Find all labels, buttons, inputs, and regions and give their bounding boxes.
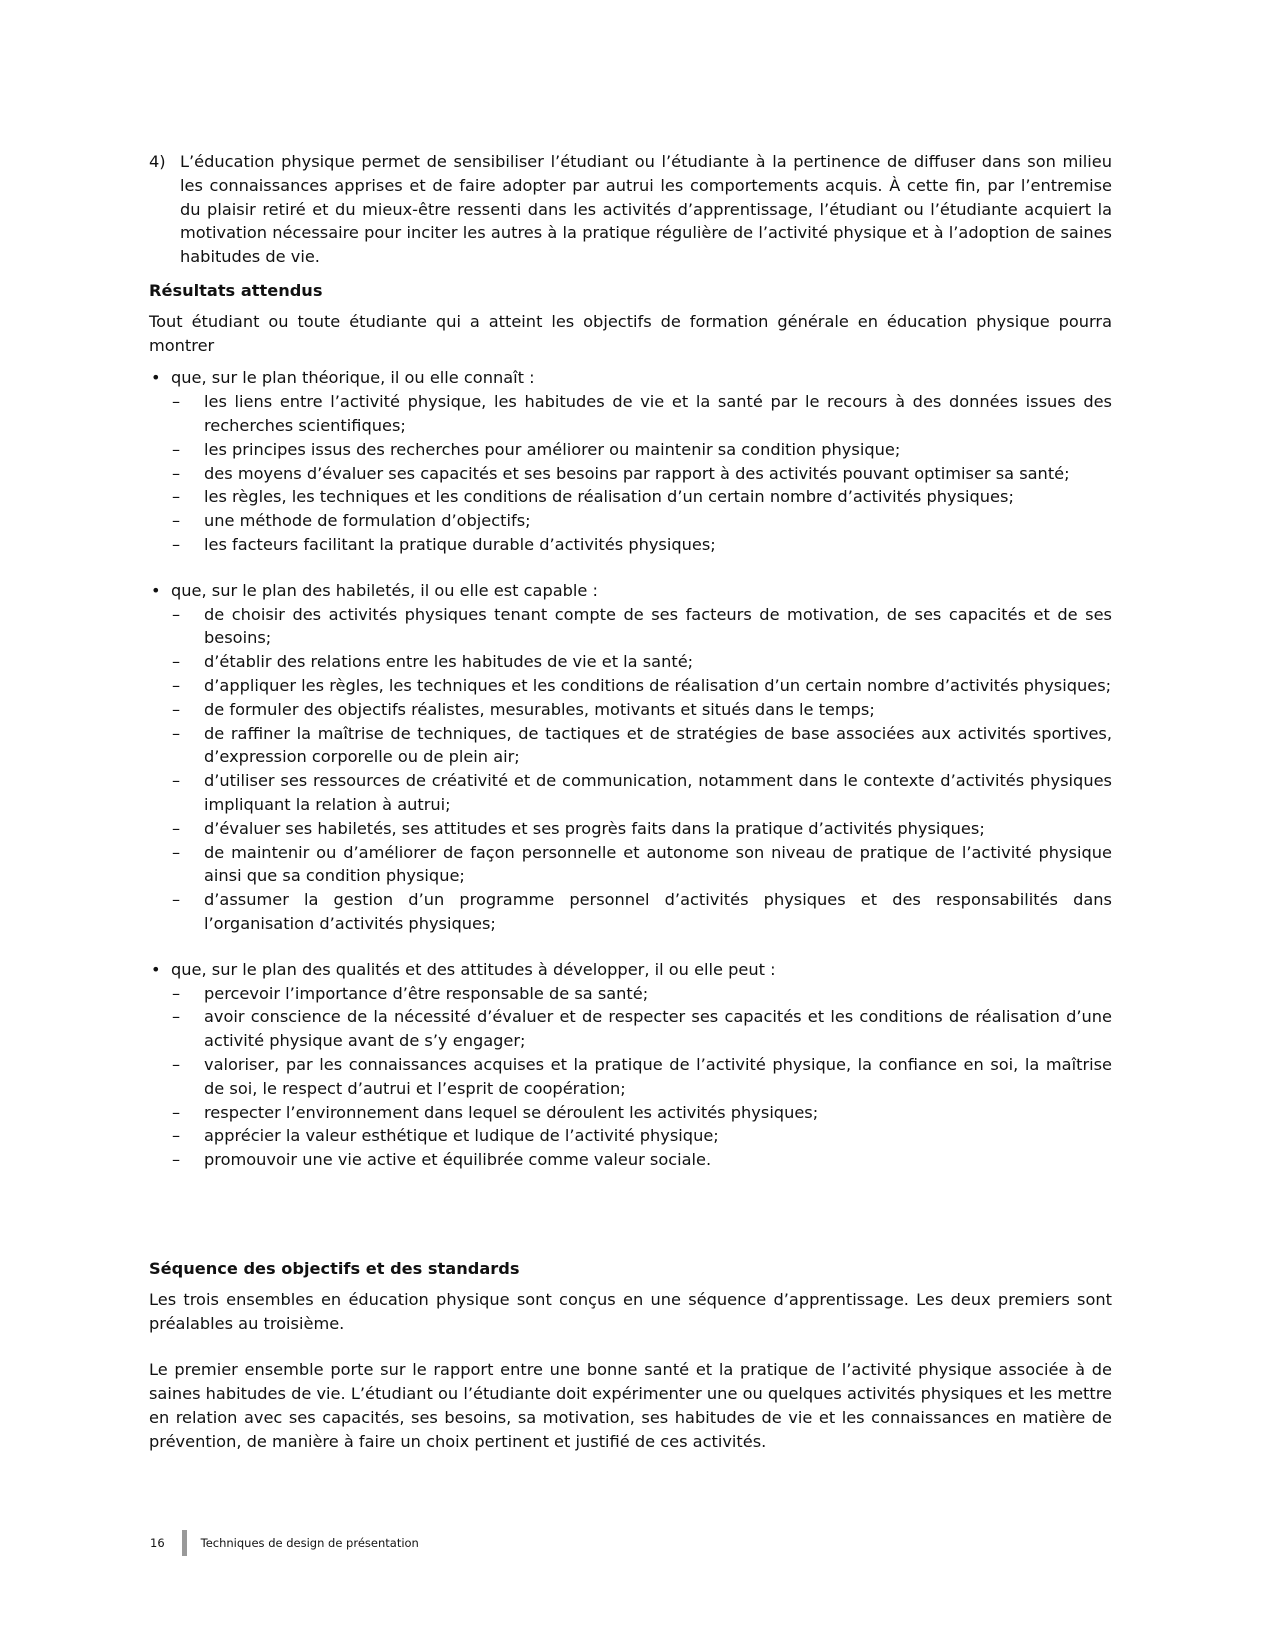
item-text: L’éducation physique permet de sensibiliser l’étudiant ou l’étudiante à la pertinence de diffuser dans son milieu les connaissances apprises et de faire adopter par autrui les comportements acquis. À cette fin, par l’entremise du plaisir retiré et du mieux-être ressenti dans les activités d’apprentissage, l’étudiant ou l’étudiante acquiert la motivation nécessaire pour inciter les autres à la pratique régulière de l’activité physique et à l’adoption de saines habitudes de vie. [180, 152, 1112, 267]
section-heading: Séquence des objectifs et des standards [149, 1259, 520, 1278]
dash-item-text: les liens entre l’activité physique, les habitudes de vie et la santé par le recours à des données issues des recherches scientifiques; [204, 392, 1112, 435]
dash-icon: – [172, 699, 181, 719]
dash-icon: – [172, 463, 181, 483]
results-intro: Tout étudiant ou toute étudiante qui a atteint les objectifs de formation générale en éducation physique pourra montrer [149, 311, 1112, 355]
page-number: 16 [150, 1536, 165, 1550]
paragraph: Les trois ensembles en éducation physique sont conçus en une séquence d’apprentissage. Les deux premiers sont préalables au troisième. [149, 1289, 1112, 1333]
dash-icon: – [172, 983, 181, 1003]
numbered-item-4 [149, 150, 1112, 269]
dash-item-text: les règles, les techniques et les conditions de réalisation d’un certain nombre d’activités physiques; [204, 487, 1014, 507]
dash-item [149, 674, 1112, 698]
dash-item-text: d’assumer la gestion d’un programme personnel d’activités physiques et des responsabilités dans l’organisation d’activités physiques; [204, 890, 1112, 933]
bullet-lead: que, sur le plan des habiletés, il ou elle est capable : [171, 580, 598, 600]
dash-icon: – [172, 1007, 181, 1027]
dash-item [149, 438, 1112, 462]
dash-icon: – [172, 675, 181, 695]
dash-item-text: de maintenir ou d’améliorer de façon personnelle et autonome son niveau de pratique de l’activité physique ainsi que sa condition physique; [204, 842, 1112, 886]
dash-item [149, 485, 1112, 509]
dash-icon: – [172, 771, 181, 791]
dash-item-text: une méthode de formulation d’objectifs; [204, 511, 531, 531]
dash-item-text: respecter l’environnement dans lequel se déroulent les activités physiques; [204, 1102, 819, 1122]
bullet-lead: que, sur le plan des qualités et des attitudes à développer, il ou elle peut : [171, 959, 776, 979]
dash-item-text: apprécier la valeur esthétique et ludique de l’activité physique; [204, 1126, 719, 1146]
dash-item [149, 509, 1112, 533]
dash-icon: – [172, 1126, 181, 1146]
dash-icon: – [172, 818, 181, 838]
dash-item-text: valoriser, par les connaissances acquises et la pratique de l’activité physique, la confiance en soi, la maîtrise de soi, le respect d’autrui et l’esprit de coopération; [204, 1054, 1112, 1098]
dash-item-text: de raffiner la maîtrise de techniques, de tactiques et de stratégies de base associées aux activités sportives, d’expression corporelle ou de plein air; [204, 723, 1112, 767]
dash-item-text: les principes issus des recherches pour améliorer ou maintenir sa condition physique; [204, 439, 901, 459]
dash-icon: – [172, 652, 181, 672]
dash-item-text: d’utiliser ses ressources de créativité et de communication, notamment dans le contexte d’activités physiques impliquant la relation à autrui; [204, 771, 1112, 814]
dash-item [149, 390, 1112, 438]
dash-icon: – [172, 392, 181, 412]
bullet-item [149, 579, 1112, 603]
dash-item-text: avoir conscience de la nécessité d’évaluer et de respecter ses capacités et les conditions de réalisation d’une activité physique avant de s’y engager; [204, 1007, 1112, 1051]
dash-item-text: de formuler des objectifs réalistes, mesurables, motivants et situés dans le temps; [204, 699, 875, 719]
dash-item [149, 1124, 1112, 1148]
dash-item-text: d’évaluer ses habiletés, ses attitudes et ses progrès faits dans la pratique d’activités physiques; [204, 818, 985, 838]
bullet-icon: • [151, 368, 161, 388]
dash-item [149, 888, 1112, 936]
section-heading: Résultats attendus [149, 281, 323, 300]
dash-icon: – [172, 604, 181, 624]
dash-item [149, 841, 1112, 889]
dash-item-text: d’appliquer les règles, les techniques et les conditions de réalisation d’un certain nombre d’activités physiques; [204, 675, 1112, 695]
dash-item [149, 698, 1112, 722]
dash-icon: – [172, 439, 181, 459]
dash-item [149, 462, 1112, 486]
dash-item [149, 817, 1112, 841]
bullet-group [149, 579, 1112, 936]
footer-divider [182, 1530, 187, 1556]
bullet-group [149, 366, 1112, 556]
dash-item [149, 533, 1112, 557]
dash-icon: – [172, 842, 181, 862]
dash-icon: – [172, 723, 181, 743]
dash-icon: – [172, 1054, 181, 1074]
dash-item [149, 1148, 1112, 1172]
dash-item [149, 603, 1112, 651]
bullet-item [149, 366, 1112, 390]
dash-item [149, 650, 1112, 674]
dash-item [149, 1005, 1112, 1053]
dash-item-text: promouvoir une vie active et équilibrée comme valeur sociale. [204, 1150, 712, 1170]
dash-icon: – [172, 890, 181, 910]
bullet-lead: que, sur le plan théorique, il ou elle connaît : [171, 368, 535, 388]
dash-icon: – [172, 1150, 181, 1170]
bullet-item [149, 958, 1112, 982]
page-footer [150, 1530, 419, 1556]
dash-item-text: les facteurs facilitant la pratique durable d’activités physiques; [204, 534, 716, 554]
footer-title: Techniques de design de présentation [200, 1536, 419, 1550]
dash-item [149, 722, 1112, 770]
dash-item-text: percevoir l’importance d’être responsable de sa santé; [204, 983, 649, 1003]
dash-item-text: de choisir des activités physiques tenant compte de ses facteurs de motivation, de ses capacités et de ses besoins; [204, 604, 1112, 648]
dash-item [149, 769, 1112, 817]
bullet-icon: • [151, 580, 161, 600]
dash-item [149, 1101, 1112, 1125]
dash-icon: – [172, 1102, 181, 1122]
dash-item-text: d’établir des relations entre les habitudes de vie et la santé; [204, 652, 694, 672]
results-section [149, 279, 1112, 1172]
dash-item [149, 1053, 1112, 1101]
bullet-icon: • [151, 959, 161, 979]
paragraph: Le premier ensemble porte sur le rapport entre une bonne santé et la pratique de l’activité physique associée à de saines habitudes de vie. L’étudiant ou l’étudiante doit expérimenter une ou quelques activités physiques et les mettre en relation avec ses capacités, ses besoins, sa motivation, ses habitudes de vie et les connaissances en matière de prévention, de manière à faire un choix pertinent et justifié de ces activités. [149, 1360, 1112, 1451]
dash-item [149, 982, 1112, 1006]
dash-icon: – [172, 511, 181, 531]
bullet-group [149, 958, 1112, 1172]
sequence-section [149, 1257, 1112, 1454]
dash-item-text: des moyens d’évaluer ses capacités et ses besoins par rapport à des activités pouvant optimiser sa santé; [204, 463, 1070, 483]
item-number: 4) [149, 152, 166, 171]
dash-icon: – [172, 534, 181, 554]
dash-icon: – [172, 487, 181, 507]
